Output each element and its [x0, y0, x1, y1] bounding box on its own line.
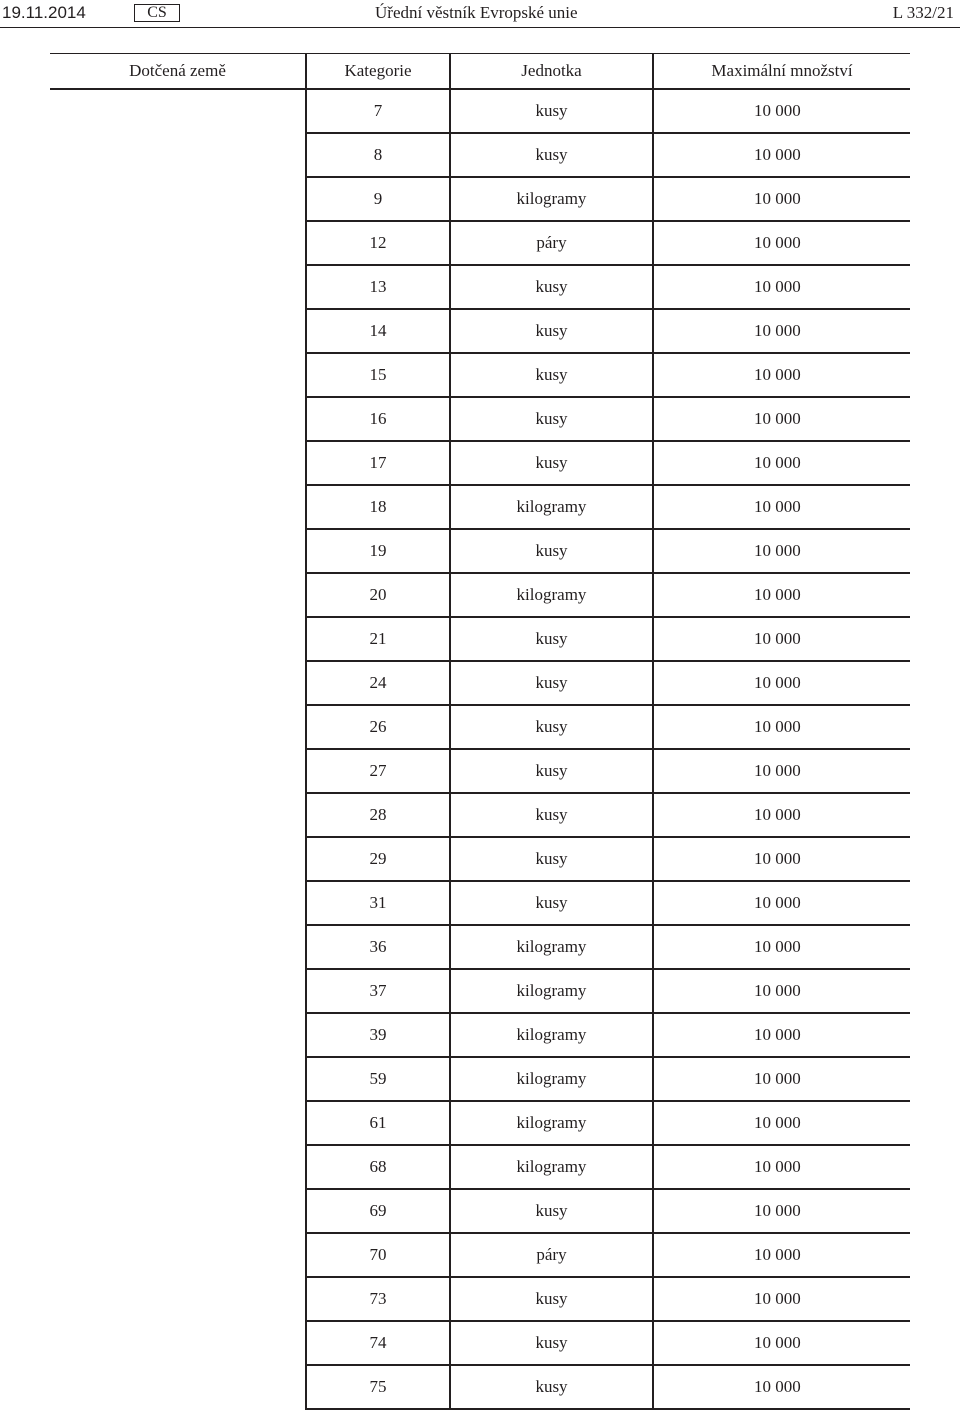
max-quantity-cell: 10 000 — [653, 1189, 910, 1233]
category-cell: 7 — [306, 89, 450, 133]
category-cell: 74 — [306, 1321, 450, 1365]
table-row — [50, 1101, 910, 1145]
unit-cell: kusy — [450, 397, 653, 441]
unit-cell: kusy — [450, 749, 653, 793]
table-row — [50, 353, 910, 397]
max-quantity-cell: 10 000 — [653, 1233, 910, 1277]
table-row — [50, 881, 910, 925]
table-row — [50, 309, 910, 353]
unit-cell: kusy — [450, 881, 653, 925]
max-quantity-cell: 10 000 — [653, 881, 910, 925]
table-row — [50, 837, 910, 881]
country-cell — [50, 1321, 306, 1365]
max-quantity-cell: 10 000 — [653, 397, 910, 441]
category-cell: 68 — [306, 1145, 450, 1189]
category-cell: 17 — [306, 441, 450, 485]
category-cell: 39 — [306, 1013, 450, 1057]
table-row — [50, 177, 910, 221]
country-cell — [50, 441, 306, 485]
category-cell: 59 — [306, 1057, 450, 1101]
country-cell — [50, 133, 306, 177]
country-cell — [50, 705, 306, 749]
country-cell — [50, 1277, 306, 1321]
max-quantity-cell: 10 000 — [653, 1013, 910, 1057]
country-cell — [50, 1365, 306, 1409]
publication-date: 19.11.2014 — [2, 3, 86, 22]
country-cell — [50, 1101, 306, 1145]
category-cell: 37 — [306, 969, 450, 1013]
table-row — [50, 1233, 910, 1277]
max-quantity-cell: 10 000 — [653, 573, 910, 617]
category-cell: 70 — [306, 1233, 450, 1277]
max-quantity-cell: 10 000 — [653, 705, 910, 749]
max-quantity-cell: 10 000 — [653, 1101, 910, 1145]
table-row — [50, 969, 910, 1013]
unit-cell: kilogramy — [450, 573, 653, 617]
country-cell — [50, 353, 306, 397]
country-cell — [50, 309, 306, 353]
unit-cell: kusy — [450, 89, 653, 133]
country-cell — [50, 573, 306, 617]
max-quantity-cell: 10 000 — [653, 1145, 910, 1189]
max-quantity-cell: 10 000 — [653, 485, 910, 529]
unit-cell: kusy — [450, 793, 653, 837]
category-cell: 18 — [306, 485, 450, 529]
country-cell — [50, 89, 306, 133]
table-body — [50, 89, 910, 1409]
table-header-row — [50, 54, 910, 90]
max-quantity-cell: 10 000 — [653, 177, 910, 221]
language-badge: CS — [134, 4, 180, 22]
max-quantity-cell: 10 000 — [653, 89, 910, 133]
unit-cell: kilogramy — [450, 925, 653, 969]
table-row — [50, 89, 910, 133]
table-row — [50, 397, 910, 441]
category-cell: 31 — [306, 881, 450, 925]
country-cell — [50, 969, 306, 1013]
category-cell: 29 — [306, 837, 450, 881]
table-row — [50, 1145, 910, 1189]
category-cell: 8 — [306, 133, 450, 177]
unit-cell: kusy — [450, 1277, 653, 1321]
max-quantity-cell: 10 000 — [653, 309, 910, 353]
category-cell: 15 — [306, 353, 450, 397]
table-row — [50, 1057, 910, 1101]
table-row — [50, 485, 910, 529]
max-quantity-cell: 10 000 — [653, 661, 910, 705]
country-cell — [50, 265, 306, 309]
category-cell: 14 — [306, 309, 450, 353]
unit-cell: kusy — [450, 1189, 653, 1233]
table-row — [50, 617, 910, 661]
unit-cell: kusy — [450, 441, 653, 485]
journal-title: Úřední věstník Evropské unie — [375, 3, 578, 22]
column-header-category: Kategorie — [306, 54, 450, 90]
max-quantity-cell: 10 000 — [653, 133, 910, 177]
country-cell — [50, 881, 306, 925]
unit-cell: kilogramy — [450, 1013, 653, 1057]
max-quantity-cell: 10 000 — [653, 1365, 910, 1409]
country-cell — [50, 485, 306, 529]
category-cell: 27 — [306, 749, 450, 793]
country-cell — [50, 749, 306, 793]
unit-cell: kusy — [450, 705, 653, 749]
country-cell — [50, 793, 306, 837]
max-quantity-cell: 10 000 — [653, 1321, 910, 1365]
table-row — [50, 793, 910, 837]
table-row — [50, 749, 910, 793]
country-cell — [50, 221, 306, 265]
max-quantity-cell: 10 000 — [653, 617, 910, 661]
category-cell: 20 — [306, 573, 450, 617]
unit-cell: kilogramy — [450, 177, 653, 221]
unit-cell: kusy — [450, 661, 653, 705]
country-cell — [50, 837, 306, 881]
unit-cell: kusy — [450, 529, 653, 573]
country-cell — [50, 617, 306, 661]
country-cell — [50, 1057, 306, 1101]
table-row — [50, 133, 910, 177]
country-cell — [50, 1189, 306, 1233]
unit-cell: kilogramy — [450, 969, 653, 1013]
table-row — [50, 1013, 910, 1057]
unit-cell: kusy — [450, 837, 653, 881]
max-quantity-cell: 10 000 — [653, 793, 910, 837]
max-quantity-cell: 10 000 — [653, 969, 910, 1013]
unit-cell: kilogramy — [450, 485, 653, 529]
table-row — [50, 705, 910, 749]
category-cell: 21 — [306, 617, 450, 661]
max-quantity-cell: 10 000 — [653, 1277, 910, 1321]
unit-cell: páry — [450, 221, 653, 265]
unit-cell: kusy — [450, 265, 653, 309]
unit-cell: kilogramy — [450, 1101, 653, 1145]
country-cell — [50, 1013, 306, 1057]
quota-table — [50, 53, 910, 1410]
unit-cell: kusy — [450, 1321, 653, 1365]
country-cell — [50, 529, 306, 573]
country-cell — [50, 177, 306, 221]
category-cell: 13 — [306, 265, 450, 309]
table-row — [50, 1365, 910, 1409]
table-row — [50, 1277, 910, 1321]
header-divider — [0, 27, 960, 28]
unit-cell: kilogramy — [450, 1145, 653, 1189]
country-cell — [50, 661, 306, 705]
unit-cell: kusy — [450, 133, 653, 177]
unit-cell: kusy — [450, 353, 653, 397]
country-cell — [50, 925, 306, 969]
page-reference: L 332/21 — [892, 3, 954, 22]
column-header-country: Dotčená země — [50, 54, 306, 90]
country-cell — [50, 397, 306, 441]
category-cell: 69 — [306, 1189, 450, 1233]
table-row — [50, 265, 910, 309]
max-quantity-cell: 10 000 — [653, 221, 910, 265]
category-cell: 24 — [306, 661, 450, 705]
page-header — [0, 0, 960, 28]
category-cell: 16 — [306, 397, 450, 441]
unit-cell: kusy — [450, 309, 653, 353]
max-quantity-cell: 10 000 — [653, 837, 910, 881]
table-row — [50, 441, 910, 485]
unit-cell: kusy — [450, 1365, 653, 1409]
max-quantity-cell: 10 000 — [653, 441, 910, 485]
table-row — [50, 925, 910, 969]
category-cell: 75 — [306, 1365, 450, 1409]
category-cell: 26 — [306, 705, 450, 749]
column-header-max-quantity: Maximální množství — [653, 54, 910, 90]
unit-cell: kilogramy — [450, 1057, 653, 1101]
column-header-unit: Jednotka — [450, 54, 653, 90]
category-cell: 61 — [306, 1101, 450, 1145]
unit-cell: kusy — [450, 617, 653, 661]
unit-cell: páry — [450, 1233, 653, 1277]
table-row — [50, 1189, 910, 1233]
max-quantity-cell: 10 000 — [653, 749, 910, 793]
category-cell: 36 — [306, 925, 450, 969]
category-cell: 73 — [306, 1277, 450, 1321]
table-row — [50, 661, 910, 705]
max-quantity-cell: 10 000 — [653, 353, 910, 397]
category-cell: 12 — [306, 221, 450, 265]
max-quantity-cell: 10 000 — [653, 925, 910, 969]
max-quantity-cell: 10 000 — [653, 1057, 910, 1101]
max-quantity-cell: 10 000 — [653, 529, 910, 573]
table-row — [50, 1321, 910, 1365]
category-cell: 28 — [306, 793, 450, 837]
category-cell: 9 — [306, 177, 450, 221]
table-row — [50, 529, 910, 573]
country-cell — [50, 1233, 306, 1277]
table-row — [50, 221, 910, 265]
country-cell — [50, 1145, 306, 1189]
table-row — [50, 573, 910, 617]
category-cell: 19 — [306, 529, 450, 573]
max-quantity-cell: 10 000 — [653, 265, 910, 309]
